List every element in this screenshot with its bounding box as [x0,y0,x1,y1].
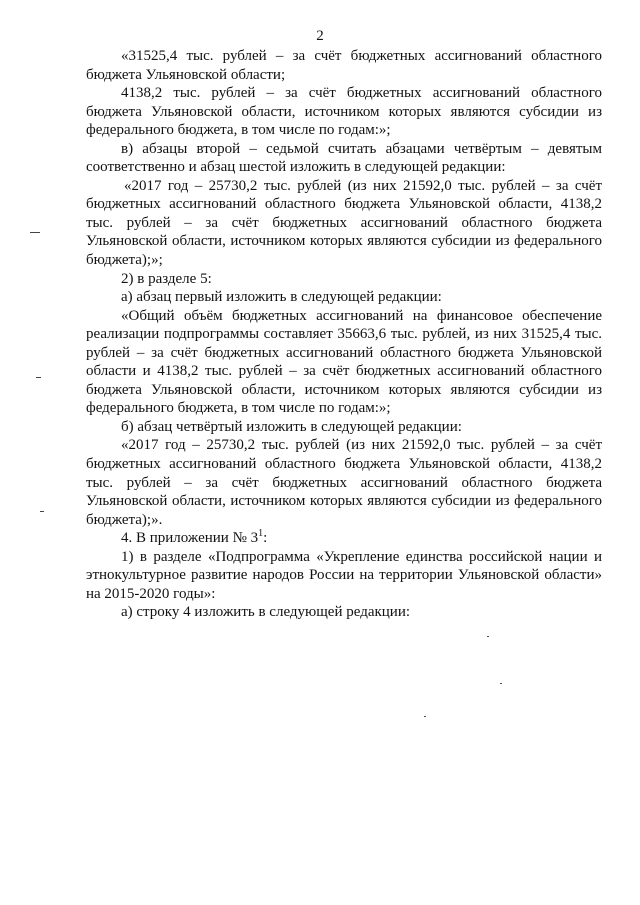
appendix-suffix: : [263,530,268,547]
paragraph-row-4: а) строку 4 изложить в следующей редакции: [121,604,411,621]
paragraph-appendix-3-1 [86,529,602,548]
page-number: 2 [316,28,324,44]
paragraph-amount-federal: 4138,2 тыс. рублей – за счёт бюджетных ассигнований областного бюджета Ульяновской области, источником которых являются субсидии из федерального бюджета, в том числе по годам:»; [86,85,602,139]
scan-speck [40,511,44,512]
paragraph-section-5: 2) в разделе 5: [121,270,212,287]
scan-speck [424,716,426,717]
paragraph-amount-regional: «31525,4 тыс. рублей – за счёт бюджетных ассигнований областного бюджета Ульяновской области; [86,48,602,83]
scan-speck [500,683,502,684]
appendix-prefix: 4. В приложении № 3 [121,530,259,547]
paragraph-item-v: в) абзацы второй – седьмой считать абзацами четвёртым – девятым соответственно и абзац шестой изложить в следующей редакции: [86,140,602,176]
paragraph-quote-2017: «2017 год – 25730,2 тыс. рублей (из них 21592,0 тыс. рублей – за счёт бюджетных ассигнований областного бюджета Ульяновской области, 4138,2 тыс. рублей – за счёт бюджетных ассигнований областного бюджета Ульяновской области, источником которых являются субсидии из федерального бюджета);»; [86,177,602,269]
document-body [86,47,602,622]
paragraph-quote-total: «Общий объём бюджетных ассигнований на финансовое обеспечение реализации подпрограммы составляет 35663,6 тыс. рублей, из них 31525,4 тыс. рублей – за счёт бюджетных ассигнований областного бюджета Ульяновской области и 4138,2 тыс. рублей – за счёт бюджетных ассигнований областного бюджета Ульяновской области, источником которых являются субсидии из федерального бюджета, в том числе по годам:»; [86,307,602,417]
paragraph-quote-2017-second: «2017 год – 25730,2 тыс. рублей (из них 21592,0 тыс. рублей – за счёт бюджетных ассигнований областного бюджета Ульяновской области, 4138,2 тыс. рублей – за счёт бюджетных ассигнований областного бюджета Ульяновской области, источником которых являются субсидии из федерального бюджета);». [86,437,602,528]
scan-speck [30,232,40,233]
appendix-superscript: 1 [258,528,264,540]
scan-speck [487,636,489,637]
paragraph-item-b: б) абзац четвёртый изложить в следующей редакции: [121,418,462,435]
paragraph-subprogram-section: 1) в разделе «Подпрограмма «Укрепление единства российской нации и этнокультурное развитие народов России на территории Ульяновской области» на 2015-2020 годы»: [86,548,602,602]
paragraph-item-a: а) абзац первый изложить в следующей редакции: [121,289,442,306]
scan-speck [36,377,41,378]
